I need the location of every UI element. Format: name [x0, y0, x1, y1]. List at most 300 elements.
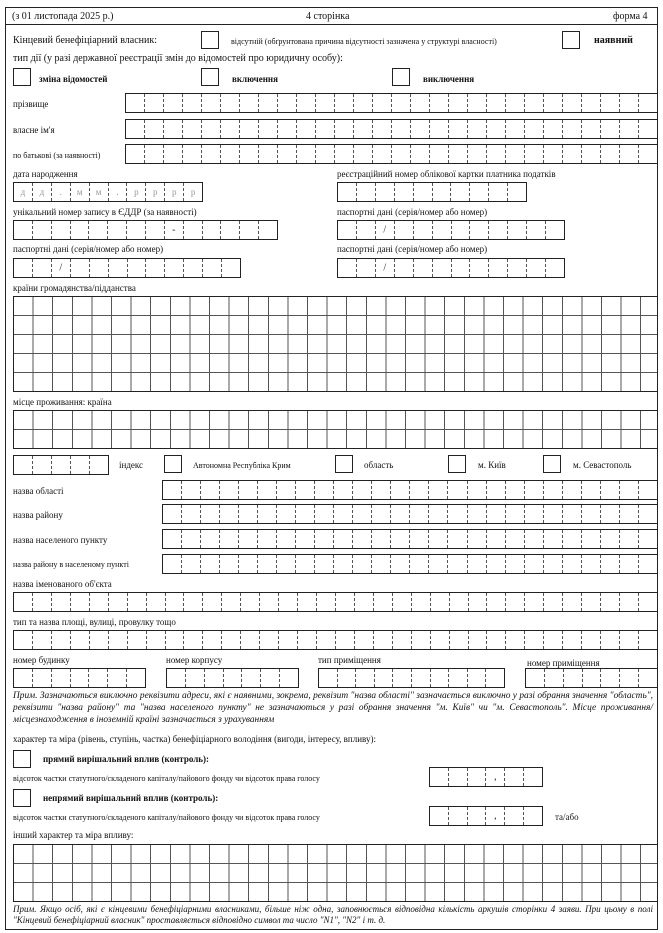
comb-cell — [319, 669, 338, 687]
comb-cell — [261, 669, 280, 687]
sevastopol-checkbox[interactable] — [543, 455, 561, 473]
street-field[interactable] — [13, 630, 658, 650]
comb-cell — [601, 593, 620, 611]
comb-cell — [506, 593, 525, 611]
action-label: тип дії (у разі державної реєстрації змін до відомостей про юридичну особу): — [13, 53, 343, 64]
comb-cell — [392, 120, 411, 138]
comb-cell — [353, 555, 372, 573]
dob-field[interactable] — [13, 182, 203, 202]
comb-cell — [202, 145, 221, 163]
comb-cell — [414, 183, 433, 201]
named-object-field[interactable] — [13, 592, 658, 612]
direct-control-checkbox[interactable] — [13, 750, 31, 768]
comb-cell — [487, 505, 506, 523]
comb-cell — [109, 593, 128, 611]
comb-cell — [33, 631, 52, 649]
comb-cell — [165, 259, 184, 277]
comb-cell — [545, 669, 564, 687]
comb-cell — [563, 505, 582, 523]
comb-cell — [449, 120, 468, 138]
comb-cell — [297, 145, 316, 163]
comb-cell — [639, 669, 657, 687]
comb-cell — [338, 183, 357, 201]
comb-cell — [354, 94, 373, 112]
comb-cell — [258, 505, 277, 523]
comb-cell — [315, 505, 334, 523]
passport3-field[interactable] — [337, 258, 565, 278]
comb-cell — [127, 221, 146, 239]
comb-cell — [468, 481, 487, 499]
comb-cell — [563, 94, 582, 112]
comb-cell — [564, 669, 583, 687]
comb-cell — [414, 221, 433, 239]
comb-cell — [546, 259, 564, 277]
region-field[interactable] — [162, 480, 658, 500]
passport2-field[interactable] — [13, 258, 241, 278]
comb-cell — [52, 259, 71, 277]
comb-cell — [393, 669, 412, 687]
dob-cell — [109, 183, 128, 201]
action-exclude-label: виключення — [423, 74, 475, 84]
comb-cell — [375, 669, 394, 687]
comb-cell — [376, 259, 395, 277]
building-field[interactable] — [13, 668, 146, 688]
comb-cell — [298, 593, 317, 611]
comb-cell — [601, 120, 620, 138]
comb-cell — [259, 221, 277, 239]
comb-cell — [145, 145, 164, 163]
comb-cell — [395, 259, 414, 277]
comb-cell — [395, 221, 414, 239]
comb-cell — [296, 505, 315, 523]
comb-cell — [147, 631, 166, 649]
comb-cell — [14, 221, 33, 239]
separator-mark: / — [383, 262, 387, 274]
comb-cell — [544, 593, 563, 611]
comb-cell — [431, 593, 450, 611]
passport1-label: паспортні дані (серія/номер або номер) — [337, 207, 488, 217]
comb-cell — [639, 481, 657, 499]
comb-cell — [563, 555, 582, 573]
block-label: номер корпусу — [166, 655, 223, 665]
comb-cell — [357, 183, 376, 201]
comb-cell — [166, 593, 185, 611]
comb-cell — [525, 481, 544, 499]
comb-cell — [201, 555, 220, 573]
comb-cell — [166, 631, 185, 649]
comb-cell — [220, 555, 239, 573]
separator-mark: , — [494, 771, 497, 783]
comb-cell — [449, 669, 468, 687]
comb-cell — [372, 481, 391, 499]
direct-control-label: прямий вирішальний вплив (контроль): — [43, 754, 210, 764]
comb-cell — [393, 593, 412, 611]
comb-cell — [411, 145, 430, 163]
comb-cell — [221, 221, 240, 239]
comb-cell — [620, 530, 639, 548]
comb-cell — [14, 456, 33, 474]
comb-cell — [277, 530, 296, 548]
comb-cell — [601, 145, 620, 163]
comb-cell — [336, 631, 355, 649]
action-exclude-checkbox[interactable] — [392, 68, 410, 86]
comb-cell — [201, 505, 220, 523]
comb-cell — [277, 555, 296, 573]
comb-cell — [544, 120, 563, 138]
comb-cell — [128, 259, 147, 277]
beneficiary-present-label: наявний — [594, 35, 633, 46]
comb-cell — [147, 593, 166, 611]
comb-cell — [90, 259, 109, 277]
comb-cell — [449, 807, 468, 825]
comb-cell — [411, 120, 430, 138]
other-influence-grid[interactable] — [13, 844, 658, 902]
comb-cell — [201, 530, 220, 548]
comb-cell — [468, 555, 487, 573]
comb-cell — [203, 221, 222, 239]
comb-cell — [258, 555, 277, 573]
comb-cell — [317, 631, 336, 649]
comb-cell — [335, 145, 354, 163]
comb-cell — [259, 145, 278, 163]
comb-cell — [240, 145, 259, 163]
comb-cell — [544, 505, 563, 523]
comb-cell — [430, 94, 449, 112]
comb-cell — [506, 481, 525, 499]
comb-cell — [353, 530, 372, 548]
comb-cell — [470, 259, 489, 277]
comb-cell — [334, 505, 353, 523]
comb-cell — [431, 631, 450, 649]
comb-cell — [296, 555, 315, 573]
comb-cell — [183, 145, 202, 163]
dob-cell — [14, 183, 33, 201]
comb-cell — [315, 481, 334, 499]
dob-placeholder: . — [116, 187, 119, 197]
comb-cell — [71, 259, 90, 277]
comb-cell — [639, 530, 657, 548]
comb-cell — [126, 120, 145, 138]
room-no-field[interactable] — [525, 668, 658, 688]
comb-cell — [508, 183, 526, 201]
comb-cell — [202, 94, 221, 112]
comb-cell — [182, 505, 201, 523]
comb-cell — [429, 530, 448, 548]
comb-cell — [109, 259, 128, 277]
comb-cell — [468, 669, 487, 687]
comb-cell — [487, 530, 506, 548]
comb-cell — [277, 481, 296, 499]
comb-cell — [376, 183, 395, 201]
comb-cell — [296, 530, 315, 548]
room-no-label: номер приміщення — [527, 658, 600, 668]
comb-cell — [315, 555, 334, 573]
comb-cell — [128, 593, 147, 611]
indirect-control-checkbox[interactable] — [13, 789, 31, 807]
direct-percent-field[interactable] — [429, 767, 543, 787]
comb-cell — [240, 120, 259, 138]
comb-cell — [620, 94, 639, 112]
comb-cell — [372, 505, 391, 523]
comb-cell — [222, 259, 240, 277]
comb-cell — [220, 530, 239, 548]
comb-cell — [429, 481, 448, 499]
comb-cell — [525, 145, 544, 163]
comb-cell — [433, 259, 452, 277]
header-form: форма 4 — [613, 11, 648, 22]
comb-cell — [203, 593, 222, 611]
comb-cell — [487, 481, 506, 499]
tax-id-field[interactable] — [337, 182, 527, 202]
comb-cell — [167, 669, 186, 687]
comb-cell — [582, 530, 601, 548]
comb-cell — [220, 505, 239, 523]
sevastopol-label: м. Севастополь — [573, 460, 632, 470]
comb-cell — [544, 530, 563, 548]
comb-cell — [393, 631, 412, 649]
comb-cell — [449, 768, 468, 786]
comb-cell — [128, 631, 147, 649]
comb-cell — [220, 481, 239, 499]
separator-mark: / — [383, 224, 387, 236]
comb-cell — [620, 631, 639, 649]
block-field[interactable] — [166, 668, 299, 688]
passport2-label: паспортні дані (серія/номер або номер) — [13, 244, 164, 254]
comb-cell — [449, 94, 468, 112]
comb-cell — [582, 593, 601, 611]
patronymic-field[interactable] — [125, 144, 658, 164]
comb-cell — [90, 456, 108, 474]
action-change-checkbox[interactable] — [13, 68, 31, 86]
uedr-label: унікальний номер запису в ЄДДР (за наявності) — [13, 207, 197, 217]
separator-mark: / — [59, 262, 63, 274]
comb-cell — [335, 94, 354, 112]
comb-cell — [221, 94, 240, 112]
city-district-label: назва району в населеному пункті — [13, 560, 129, 569]
comb-cell — [582, 145, 601, 163]
comb-cell — [527, 221, 546, 239]
beneficiary-present-checkbox[interactable] — [562, 31, 580, 49]
comb-cell — [108, 221, 127, 239]
residence-grid[interactable] — [13, 410, 658, 449]
separator-mark: , — [494, 810, 497, 822]
comb-cell — [506, 120, 525, 138]
comb-cell — [448, 530, 467, 548]
comb-cell — [108, 669, 127, 687]
passport1-field[interactable] — [337, 220, 565, 240]
comb-cell — [222, 593, 241, 611]
name-field[interactable] — [125, 119, 658, 139]
comb-cell — [356, 669, 375, 687]
comb-cell — [280, 669, 298, 687]
comb-cell — [487, 631, 506, 649]
region-option-checkbox[interactable] — [335, 455, 353, 473]
comb-cell — [620, 669, 639, 687]
comb-cell — [448, 481, 467, 499]
comb-cell — [239, 481, 258, 499]
dob-placeholder: д — [39, 187, 45, 197]
comb-cell — [639, 505, 657, 523]
comb-cell — [201, 481, 220, 499]
comb-cell — [14, 259, 33, 277]
comb-cell — [297, 94, 316, 112]
comb-cell — [186, 669, 205, 687]
comb-cell — [239, 555, 258, 573]
comb-cell — [391, 555, 410, 573]
comb-cell — [448, 555, 467, 573]
comb-cell — [430, 768, 449, 786]
comb-cell — [372, 530, 391, 548]
comb-cell — [221, 120, 240, 138]
dob-cell — [71, 183, 90, 201]
comb-cell — [601, 505, 620, 523]
comb-cell — [639, 120, 657, 138]
comb-cell — [127, 669, 145, 687]
crimea-checkbox[interactable] — [164, 455, 182, 473]
comb-cell — [33, 221, 52, 239]
comb-cell — [544, 631, 563, 649]
comb-cell — [525, 120, 544, 138]
comb-cell — [391, 530, 410, 548]
comb-cell — [279, 631, 298, 649]
comb-cell — [468, 807, 487, 825]
comb-cell — [563, 631, 582, 649]
dob-cell — [127, 183, 146, 201]
comb-cell — [429, 555, 448, 573]
comb-cell — [524, 807, 542, 825]
comb-cell — [412, 669, 431, 687]
comb-cell — [486, 768, 505, 786]
comb-cell — [639, 145, 657, 163]
comb-cell — [33, 669, 52, 687]
region-option-label: область — [364, 460, 394, 470]
action-include-checkbox[interactable] — [201, 68, 219, 86]
region-label: назва області — [13, 486, 64, 496]
uedr-field[interactable] — [13, 220, 278, 240]
comb-cell — [582, 481, 601, 499]
comb-cell — [184, 259, 203, 277]
comb-cell — [90, 631, 109, 649]
patronymic-label: по батькові (за наявності) — [13, 151, 101, 160]
comb-cell — [544, 94, 563, 112]
comb-cell — [469, 631, 488, 649]
comb-cell — [90, 593, 109, 611]
comb-cell — [430, 120, 449, 138]
footer-note: Прим. Якщо осіб, які є кінцевими бенефіціарними власниками, більше ніж одна, заповнюється відповідна кількість аркушів сторінки 4 заяви. При цьому в полі "Кінцевий бенефіціарний власник" проставляється відповідно символ та число "N1", "N2" і т. д. — [13, 904, 653, 925]
comb-cell — [582, 555, 601, 573]
citizenship-label: країни громадянства/підданства — [13, 283, 136, 293]
comb-cell — [163, 481, 182, 499]
comb-cell — [505, 807, 524, 825]
comb-cell — [279, 593, 298, 611]
beneficiary-absent-label: відсутній (обґрунтована причина відсутності зазначена у структурі власності) — [231, 37, 497, 46]
comb-cell — [338, 221, 357, 239]
comb-cell — [146, 259, 165, 277]
address-note: Прим. Зазначаються виключно реквізити адреси, які є наявними, зокрема, реквізит "назва області" зазначається виключно у разі обрання значення "область", реквізити "назва району" та "назва населеного пункту" не зазначаються у разі обрання значення "м. Київ" чи "м. Севастополь". Місце проживання/місцезнаходження в іноземній країні зазначається з урахуванням — [13, 691, 653, 725]
comb-cell — [164, 94, 183, 112]
locality-label: назва населеного пункту — [13, 535, 108, 545]
citizenship-grid[interactable] — [13, 296, 658, 392]
comb-cell — [373, 94, 392, 112]
comb-cell — [184, 221, 203, 239]
locality-field[interactable] — [162, 529, 658, 549]
comb-cell — [357, 221, 376, 239]
comb-cell — [52, 221, 71, 239]
comb-cell — [563, 145, 582, 163]
comb-cell — [468, 530, 487, 548]
kyiv-checkbox[interactable] — [448, 455, 466, 473]
comb-cell — [506, 145, 525, 163]
indirect-control-label: непрямий вирішальний вплив (контроль): — [43, 793, 219, 803]
room-type-field[interactable] — [318, 668, 505, 688]
comb-cell — [506, 530, 525, 548]
comb-cell — [89, 669, 108, 687]
comb-cell — [412, 593, 431, 611]
comb-cell — [450, 631, 469, 649]
comb-cell — [239, 530, 258, 548]
comb-cell — [410, 481, 429, 499]
dob-placeholder: р — [190, 187, 196, 197]
comb-cell — [145, 120, 164, 138]
comb-cell — [52, 631, 71, 649]
comb-cell — [52, 456, 71, 474]
district-field[interactable] — [162, 504, 658, 524]
comb-cell — [202, 120, 221, 138]
comb-cell — [89, 221, 108, 239]
comb-cell — [354, 145, 373, 163]
comb-cell — [335, 120, 354, 138]
comb-cell — [527, 259, 546, 277]
dob-placeholder: м — [76, 187, 83, 197]
comb-cell — [506, 505, 525, 523]
city-district-field[interactable] — [162, 554, 658, 574]
comb-cell — [278, 145, 297, 163]
dob-placeholder: р — [153, 187, 158, 197]
comb-cell — [183, 94, 202, 112]
surname-field[interactable] — [125, 93, 658, 113]
comb-cell — [563, 481, 582, 499]
tax-id-label: реєстраційний номер облікової картки платника податків — [337, 169, 556, 179]
comb-cell — [296, 481, 315, 499]
comb-cell — [395, 183, 414, 201]
indirect-percent-field[interactable] — [429, 806, 543, 826]
beneficiary-absent-checkbox[interactable] — [201, 31, 219, 49]
comb-cell — [410, 505, 429, 523]
and-or-label: та/або — [555, 812, 579, 822]
comb-cell — [164, 120, 183, 138]
comb-cell — [508, 221, 527, 239]
dob-cell — [146, 183, 165, 201]
comb-cell — [316, 120, 335, 138]
separator-mark: - — [172, 224, 176, 236]
comb-cell — [506, 94, 525, 112]
comb-cell — [544, 481, 563, 499]
comb-cell — [487, 555, 506, 573]
comb-cell — [639, 593, 657, 611]
comb-cell — [525, 94, 544, 112]
comb-cell — [203, 259, 222, 277]
comb-cell — [620, 555, 639, 573]
comb-cell — [544, 555, 563, 573]
comb-cell — [163, 505, 182, 523]
comb-cell — [506, 555, 525, 573]
comb-cell — [260, 631, 279, 649]
comb-cell — [525, 530, 544, 548]
comb-cell — [33, 456, 52, 474]
name-label: власне ім'я — [13, 125, 55, 135]
comb-cell — [487, 120, 506, 138]
index-field[interactable] — [13, 455, 109, 475]
